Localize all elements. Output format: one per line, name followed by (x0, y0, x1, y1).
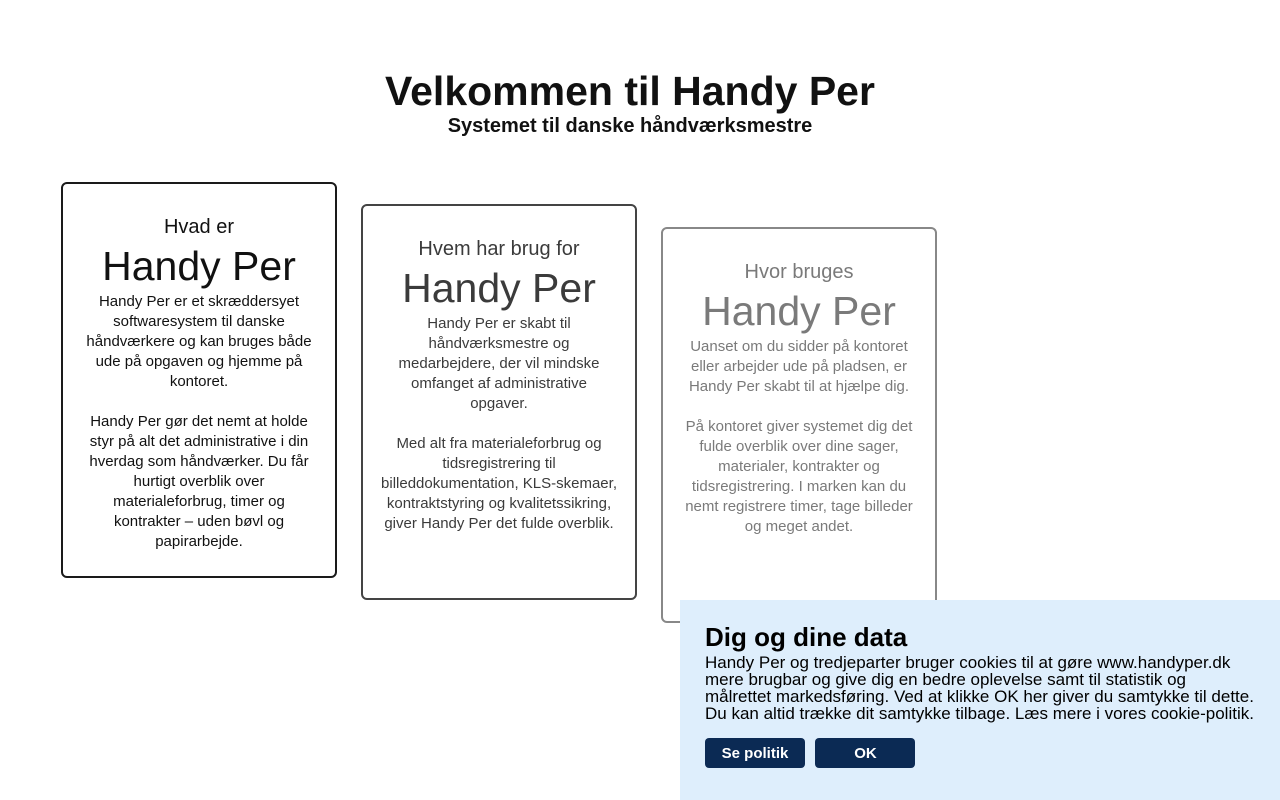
page-title: Velkommen til Handy Per (385, 68, 875, 114)
card-kicker: Hvor bruges (744, 261, 854, 283)
card-paragraph: Handy Per gør det nemt at holde styr på alt det administrative i din hverdag som håndværker. Du får hurtigt overblik over materialeforbrug, timer og kontrakter – uden bøvl og papirarbejde. (89, 413, 309, 550)
card-kicker: Hvad er (163, 216, 235, 238)
card-who-needs (361, 204, 637, 600)
cookie-buttons (705, 738, 921, 768)
card-paragraph: Uanset om du sidder på kontoret eller arbejder ude på pladsen, er Handy Per skabt til at hjælpe dig. (688, 338, 910, 395)
page-subtitle: Systemet til danske håndværksmestre (447, 115, 813, 137)
hero (0, 68, 1260, 138)
card-product-name: Handy Per (702, 288, 896, 334)
cookie-text: Handy Per og tredjeparter bruger cookies til at gøre www.handyper.dk mere brugbar og give dig en bedre oplevelse samt til statistik og målrettet markedsføring. Ved at klikke OK her giver du samtykke til dette. Du kan altid trække dit samtykke tilbage. Læs mere i vores cookie-politik. (705, 653, 1254, 723)
cookie-banner (680, 600, 1280, 800)
cookie-title: Dig og dine data (705, 622, 908, 652)
card-paragraph: Med alt fra materialeforbrug og tidsregistrering til billeddokumentation, KLS-skemaer, kontraktstyring og kvalitetssikring, giver Handy Per det fulde overblik. (381, 435, 617, 532)
ok-button[interactable]: OK (815, 738, 915, 768)
card-paragraph: Handy Per er skabt til håndværksmestre og medarbejdere, der vil mindske omfanget af administrative opgaver. (398, 315, 600, 412)
see-policy-button[interactable]: Se politik (705, 738, 805, 768)
card-paragraph: På kontoret giver systemet dig det fulde overblik over dine sager, materialer, kontrakter og tidsregistrering. I marken kan du nemt registrere timer, tage billeder og meget andet. (685, 418, 913, 535)
card-product-name: Handy Per (102, 243, 296, 289)
card-product-name: Handy Per (402, 265, 596, 311)
card-body (681, 337, 917, 537)
card-where-used (661, 227, 937, 623)
card-what-is (61, 182, 337, 578)
card-body (81, 292, 317, 552)
card-body (381, 314, 617, 534)
card-paragraph: Handy Per er et skræddersyet softwaresystem til danske håndværkere og kan bruges både ude på opgaven og hjemme på kontoret. (86, 293, 312, 390)
card-kicker: Hvem har brug for (418, 238, 580, 260)
